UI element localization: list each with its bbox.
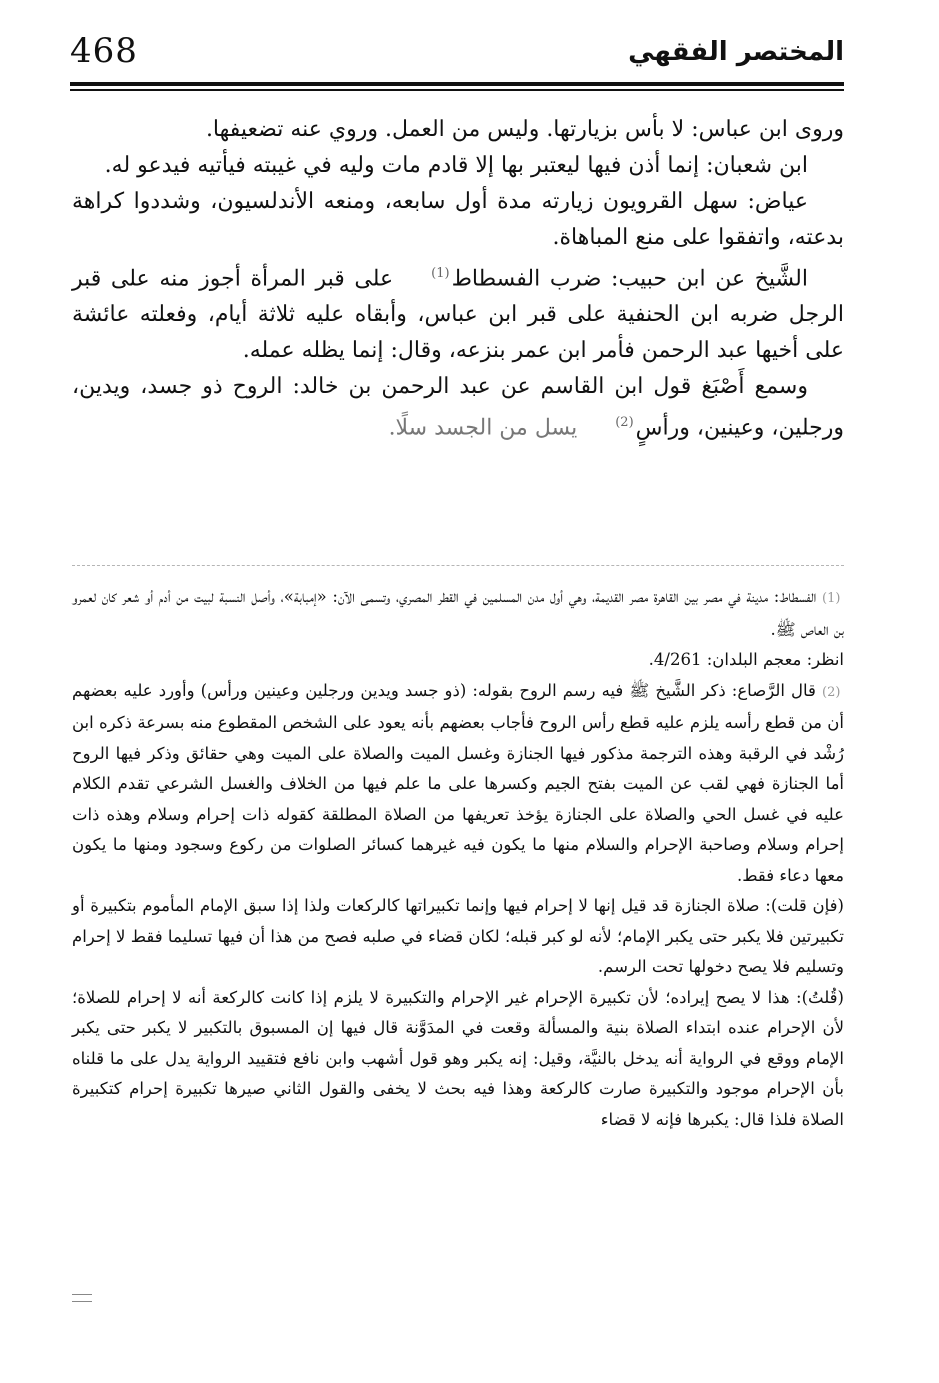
paragraph-3: عياض: سهل القرويون زيارته مدة أول سابعه، ومنعه الأندلسيون، وشددوا كراهة بدعته، واتفقوا على منع المباهاة. xyxy=(72,189,844,250)
footnote-2 xyxy=(72,676,844,892)
footnote-2-question: (فإن قلت): صلاة الجنازة قد قيل إنها لا إحرام فيها وإنما تكبيراتها كالركعات ولذا إذا سبق الإمام المأموم بتكبيرة أو تكبيرتين فلا يكبر حتى يكبر الإمام؛ لأنه لو كبر قبله؛ لكان قضاء في صلبه فصح من هذا أن فيها تسليما فقط لا إحرام وتسليم فلا يصح دخولها تحت الرسم. xyxy=(72,896,844,976)
paragraph-5-end: يسل من الجسد سلًا. xyxy=(388,415,578,441)
footnote-1-text: الفسطاط: مدينة في مصر بين القاهرة مصر القديمة، وهي أول مدن المسلمين في القطر المصري، وتسمى الآن: «إمبابة»، وأصل النسبة لبيت من أدم أو شعر كان لعمرو بن العاص ﷺ. xyxy=(72,587,844,639)
page-number: 468 xyxy=(70,31,138,71)
page-header xyxy=(70,30,844,92)
header-rule-thick xyxy=(70,82,844,86)
paragraph-2: ابن شعبان: إنما أذن فيها ليعتبر بها إلا قادم مات وليه في غيبته فيأتيه فيدعو له. xyxy=(104,153,808,178)
paragraph-4-start: الشَّيخ عن ابن حبيب: ضرب الفسطاط xyxy=(451,266,808,292)
footnote-2-number: (2) xyxy=(822,684,841,700)
footnote-2-text: قال الرَّصاع: ذكر الشَّيخ ﷺ فيه رسم الروح بقوله: (ذو جسد ويدين ورجلين وعينين ورأس) وأورد عليه بعضهم أن من قطع رأسه يلزم عليه قطع رأس الروح فأجاب بعضهم بأنه يعود على الشخص المقطوع منه بسرعة ذكره ابن رُشْد في الرقبة وهذه الترجمة مذكور فيها الجنازة وغسل الميت والصلاة على الميت وهي حقائق وذكر فيها الروح أما الجنازة فهي لقب عن الميت بفتح الجيم وكسرها على ما علم فيها من الخلاف والغسل الشرعي تقدم الكلام عليه في غسل الحي والصلاة على الجنازة يؤخذ تعريفها من الصلاة المطلقة كقوله ذات إحرام وسلام وهذه ذات إحرام وسلام وصاحبة الإحرام والسلام منها ما يكون فيه غيرهما كسائر الصلوات من ركوع وسجود ومنها ما يكون معها دعاء فقط. xyxy=(72,680,844,885)
footnote-1 xyxy=(72,582,844,645)
footnote-2-answer: (قُلتُ): هذا لا يصح إيراده؛ لأن تكبيرة الإحرام غير الإحرام والتكبيرة لا يلزم إذا كانت كالركعة أنه لا إحرام للصلاة؛ لأن الإحرام عنده ابتداء الصلاة بنية والمسألة وقعت في المدَوَّنة قال فيها إن المسبوق بالتكبير لا يكبر حتى يكبر الإمام ووقع في الرواية أنه يدخل بالنيَّة، وقيل: إنه يكبر وهو قول أشهب وابن نافع فتقييد الرواية يدل على ما قلناه بأن الإحرام موجود والتكبيرة صارت كالركعة وهذا فيه بحث لا يخفى والقول الثاني صيرها تكبيرة إحرام كتكبيرة الصلاة فلذا قال: يكبرها فإنه لا قضاء xyxy=(72,987,844,1129)
header-rule-thin xyxy=(70,89,844,91)
paragraph-5-start: وسمع أَصْبَغ قول ابن القاسم عن عبد الرحمن بن خالد: الروح ذو جسد، ويدين، ورجلين، وعينين، ورأسٍ xyxy=(72,374,844,441)
footnote-1-number: (1) xyxy=(822,591,841,606)
footnotes xyxy=(72,582,844,1135)
continuation-mark xyxy=(72,1294,92,1302)
footnote-marker-1[interactable]: (1) xyxy=(431,266,450,281)
running-title: المختصر الفقهي xyxy=(628,37,844,67)
footnote-1-reference: انظر: معجم البلدان: 4/261. xyxy=(648,650,844,669)
paragraph-1: وروى ابن عباس: لا بأس بزيارتها. وليس من العمل. وروي عنه تضعيفها. xyxy=(205,117,844,142)
paragraph-4-end: على قبر المرأة أجوز منه على قبر الرجل ضربه ابن الحنفية على قبر ابن عباس، وأبقاه عليه ثلاثة أيام، وفعلته عائشة على أخيها عبد الرحمن فأمر ابن عمر بنزعه، وقال: إنما يظله عمله. xyxy=(72,266,844,364)
main-text xyxy=(72,112,844,447)
footnote-separator xyxy=(72,565,844,566)
paragraph-5 xyxy=(72,369,844,446)
footnote-marker-2[interactable]: (2) xyxy=(615,415,634,431)
paragraph-4 xyxy=(72,256,844,369)
